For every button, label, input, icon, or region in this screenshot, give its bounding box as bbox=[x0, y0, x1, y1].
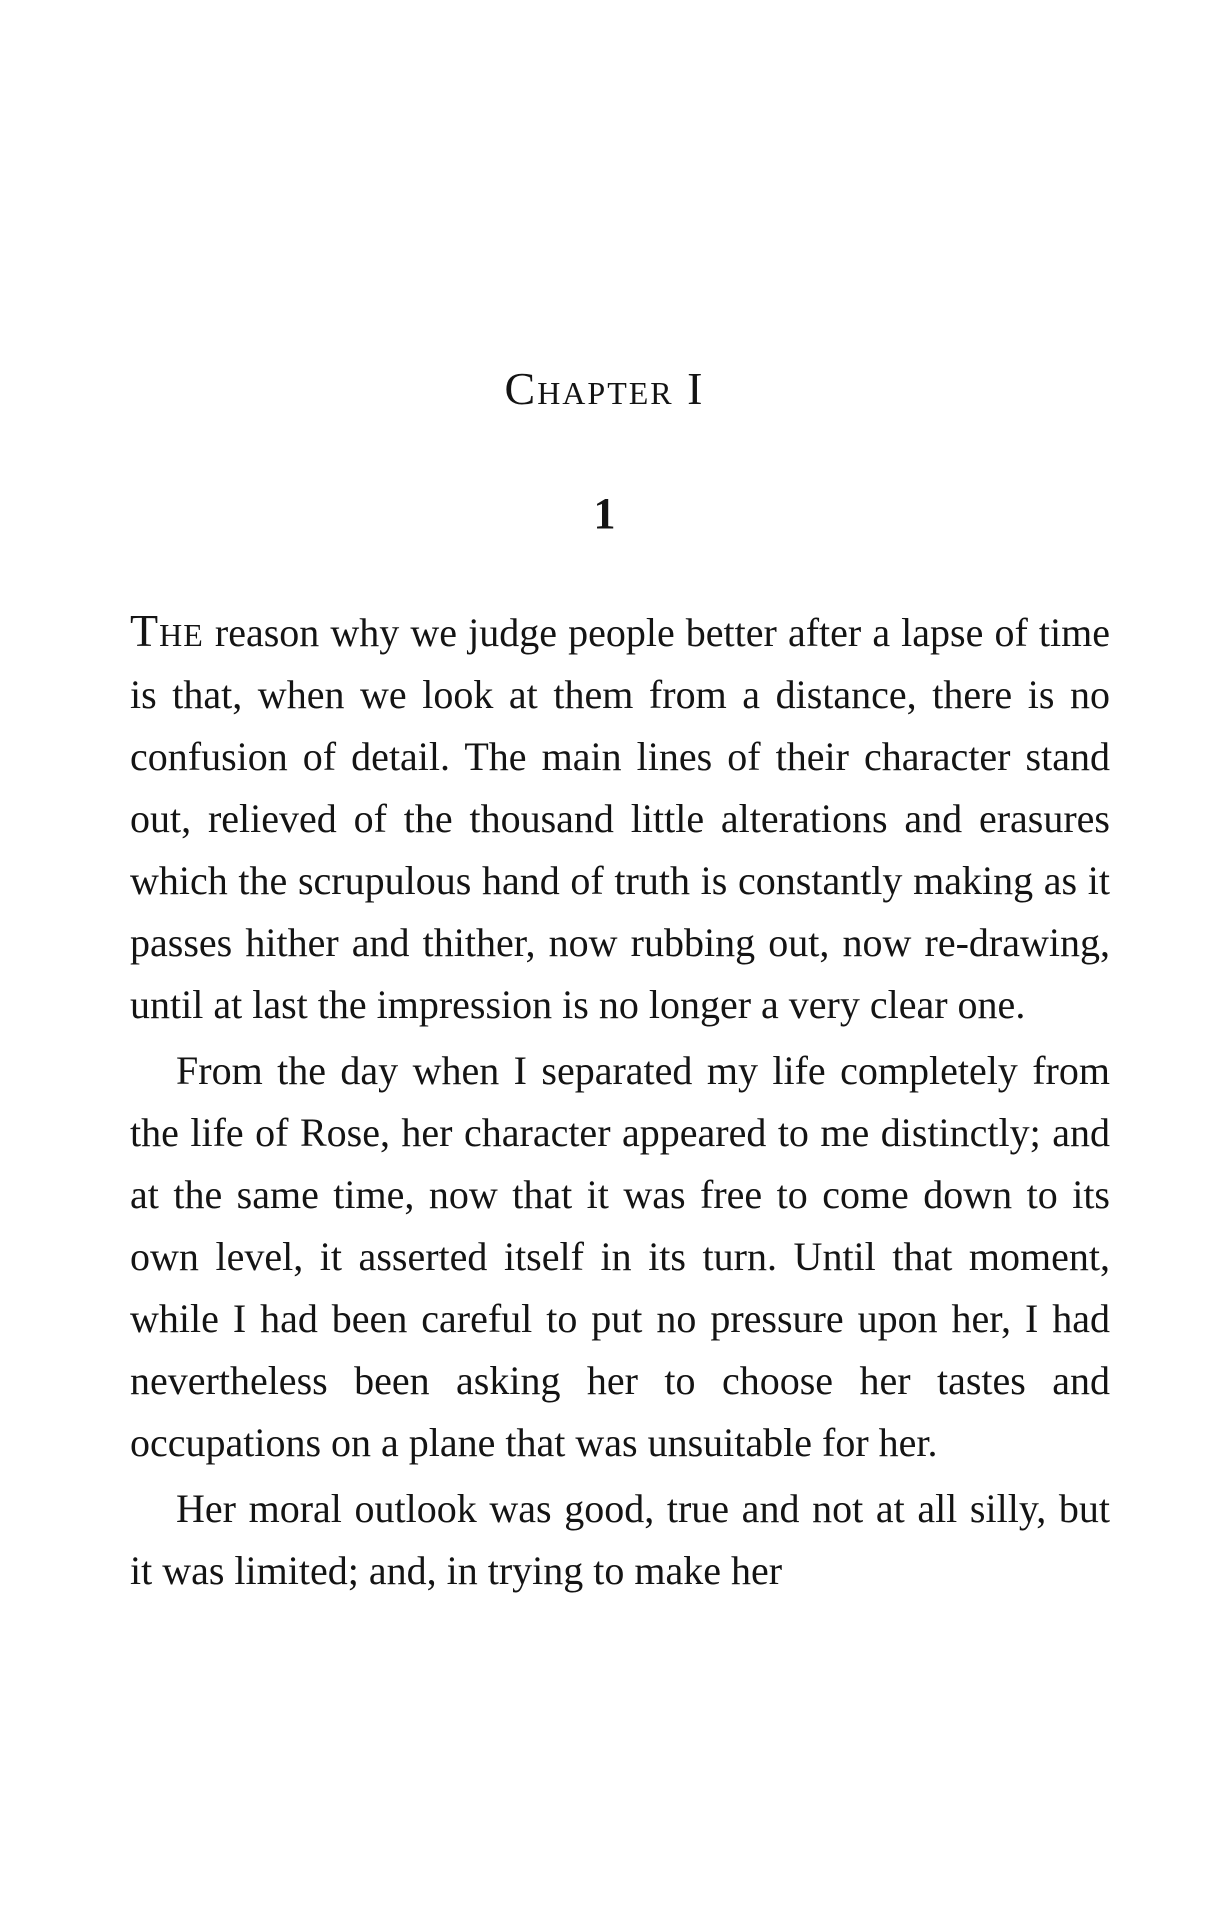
paragraph-2 bbox=[130, 1040, 1110, 1474]
body-text bbox=[130, 600, 1110, 1602]
paragraph-1 bbox=[130, 600, 1110, 1036]
paragraph-text: reason why we judge people better after a lapse of time is that, when we look at them from a distance, there is no confusion of detail. The main lines of their character stand out, relieved of the thousand little alterations and erasures which the scrupulous hand of truth is constantly making as it passes hither and thither, now rubbing out, now re-drawing, until at last the impression is no longer a very clear one. bbox=[130, 610, 1110, 1027]
chapter-title: Chapter I bbox=[504, 363, 705, 414]
paragraph-3 bbox=[130, 1478, 1110, 1602]
paragraph-lead-word: The bbox=[130, 605, 204, 656]
paragraph-text: Her moral outlook was good, true and not at all silly, but it was limited; and, in trying to make her bbox=[130, 1486, 1110, 1593]
section-number: 1 bbox=[593, 489, 616, 538]
paragraph-text: From the day when I separated my life completely from the life of Rose, her character appeared to me distinctly; and at the same time, now that it was free to come down to its own level, it asserted itself in its turn. Until that moment, while I had been careful to put no pressure upon her, I had nevertheless been asking her to choose her tastes and occupations on a plane that was unsuitable for her. bbox=[130, 1048, 1110, 1465]
